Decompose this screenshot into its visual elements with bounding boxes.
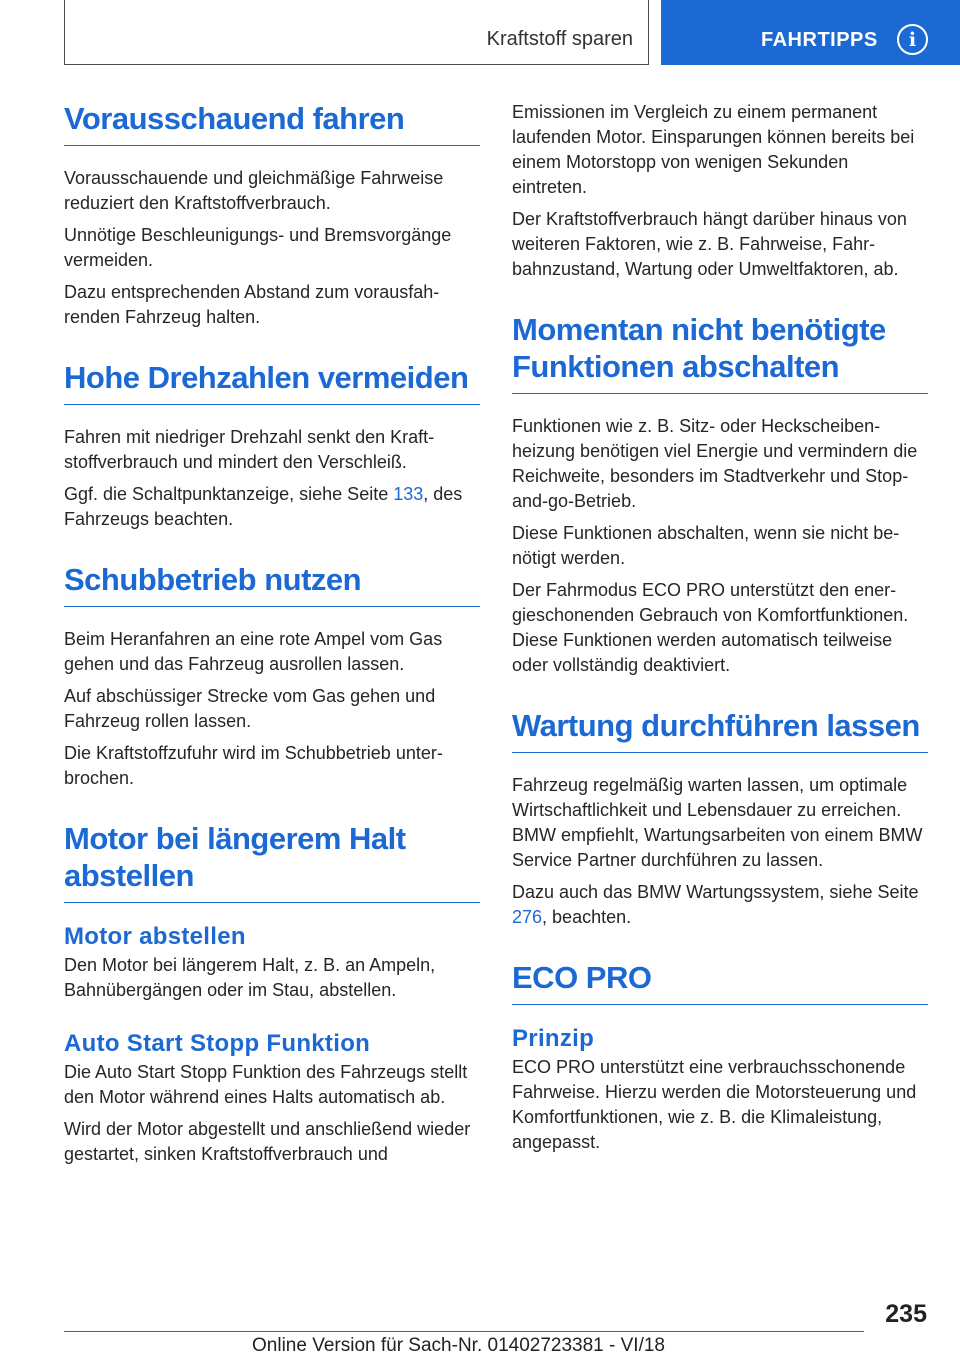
chapter-tab[interactable]: [661, 0, 960, 65]
paragraph: Wird der Motor abgestellt und anschließend wieder gestartet, sinken Kraftstoffverbrauch und: [64, 1119, 471, 1164]
heading-funktionen-abschalten: Momentan nicht benötigte Funktionen abschalten: [512, 311, 928, 394]
paragraph: Dazu entsprechenden Abstand zum vorausfahrenden Fahrzeug halten.: [64, 282, 440, 327]
heading-schubbetrieb: Schubbetrieb nutzen: [64, 561, 480, 607]
footer-divider: [64, 1331, 864, 1332]
footer-text: Online Version für Sach-Nr. 01402723381 - VI/18: [252, 1335, 665, 1356]
heading-motor-abstellen: Motor bei längerem Halt abstellen: [64, 820, 480, 903]
paragraph: Die Kraftstoffzufuhr wird im Schubbetrieb unterbrochen.: [64, 743, 443, 788]
paragraph: Unnötige Beschleunigungs- und Bremsvorgänge vermeiden.: [64, 225, 452, 270]
paragraph: Funktionen wie z. B. Sitz- oder Heckscheibenheizung benötigen viel Energie und vermindern die Reichweite, besonders im Stadtverkehr und Stop-and-go-Betrieb.: [512, 416, 918, 511]
heading-drehzahlen: Hohe Drehzahlen vermeiden: [64, 359, 480, 405]
paragraph-with-link: Dazu auch das BMW Wartungssystem, siehe Seite 276, beachten.: [512, 882, 919, 927]
paragraph: Beim Heranfahren an eine rote Ampel vom Gas gehen und das Fahrzeug ausrollen lassen.: [64, 629, 443, 674]
page-link-276[interactable]: 276: [512, 907, 543, 927]
info-icon: i: [897, 24, 928, 55]
subheading-prinzip: Prinzip: [512, 1025, 595, 1052]
paragraph: Auf abschüssiger Strecke vom Gas gehen und Fahrzeug rollen lassen.: [64, 686, 436, 731]
paragraph: Die Auto Start Stopp Funktion des Fahrzeugs stellt den Motor während eines Halts automatisch ab.: [64, 1062, 468, 1107]
heading-vorausschauend: Vorausschauend fahren: [64, 100, 480, 146]
heading-eco-pro: ECO PRO: [512, 959, 928, 1005]
paragraph: Der Kraftstoffverbrauch hängt darüber hinaus von weiteren Faktoren, wie z. B. Fahrweise, Fahrbahnzustand, Wartung oder Umweltfaktoren, ab.: [512, 209, 907, 279]
paragraph: Fahrzeug regelmäßig warten lassen, um optimale Wirtschaftlichkeit und Lebensdauer zu erreichen. BMW empfiehlt, Wartungsarbeiten von einem BMW Service Partner durchführen zu lassen.: [512, 775, 923, 870]
paragraph: Vorausschauende und gleichmäßige Fahrweise reduziert den Kraftstoffverbrauch.: [64, 168, 444, 213]
paragraph: ECO PRO unterstützt eine verbrauchsschonende Fahrweise. Hierzu werden die Motorsteuerung und Komfortfunktionen, wie z. B. die Klimaleistung, angepasst.: [512, 1057, 917, 1152]
page-number: 235: [885, 1300, 927, 1328]
chapter-tab-label: FAHRTIPPS: [761, 29, 878, 51]
subheading-auto-start-stopp: Auto Start Stopp Funktion: [64, 1030, 371, 1057]
paragraph-with-link: Ggf. die Schaltpunktanzeige, siehe Seite 133, des Fahrzeugs beachten.: [64, 484, 463, 529]
paragraph: Fahren mit niedriger Drehzahl senkt den Kraftstoffverbrauch und mindert den Verschleiß.: [64, 427, 435, 472]
paragraph: Den Motor bei längerem Halt, z. B. an Ampeln, Bahnübergängen oder im Stau, abstellen.: [64, 955, 436, 1000]
page-link-133[interactable]: 133: [393, 484, 424, 504]
paragraph: Der Fahrmodus ECO PRO unterstützt den energieschonenden Gebrauch von Komfortfunktionen. Diese Funktionen werden automatisch teilweise oder vollständig deaktiviert.: [512, 580, 909, 675]
subheading-motor-abstellen: Motor abstellen: [64, 923, 246, 950]
heading-wartung: Wartung durchführen lassen: [512, 707, 928, 753]
paragraph: Diese Funktionen abschalten, wenn sie nicht benötigt werden.: [512, 523, 900, 568]
left-column: [64, 100, 480, 1174]
right-column: [512, 100, 928, 1162]
paragraph: Emissionen im Vergleich zu einem permanent laufenden Motor. Einsparungen können bereits bei einem Motorstopp von wenigen Sekunden eintreten.: [512, 102, 915, 197]
header-section-title: Kraftstoff sparen: [486, 28, 633, 50]
